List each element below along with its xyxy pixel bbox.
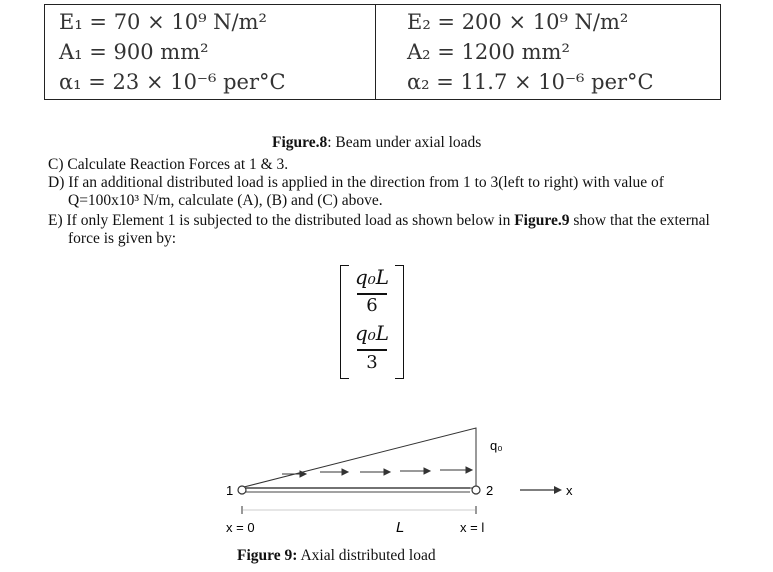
material-properties-table bbox=[44, 4, 721, 100]
element-2-properties bbox=[407, 5, 654, 99]
length-label: L bbox=[396, 519, 405, 536]
e1-modulus: E₁ = 70 × 10⁹ N/m² bbox=[59, 10, 267, 34]
force-vector-matrix bbox=[340, 265, 404, 379]
table-divider bbox=[375, 5, 376, 99]
matrix-bottom-denominator: 3 bbox=[366, 352, 378, 373]
figure-9-diagram bbox=[220, 420, 600, 545]
alpha2-coefficient: α₂ = 11.7 × 10⁻⁶ per°C bbox=[407, 70, 654, 94]
load-intensity-label: q₀ bbox=[490, 438, 503, 453]
figure-9-text: Axial distributed load bbox=[297, 547, 436, 564]
question-e-text-b: show that the external bbox=[569, 212, 710, 229]
matrix-bottom-fraction-bar bbox=[357, 349, 387, 351]
question-e-text-a: E) If only Element 1 is subjected to the distributed load as shown below in bbox=[48, 212, 515, 229]
e2-modulus: E₂ = 200 × 10⁹ N/m² bbox=[407, 10, 629, 34]
node-1-circle bbox=[238, 486, 246, 494]
x-axis-arrowhead bbox=[554, 486, 562, 494]
figure-9-label: Figure 9: bbox=[237, 547, 298, 564]
figure-8-text: : Beam under axial loads bbox=[327, 134, 482, 151]
question-c: C) Calculate Reaction Forces at 1 & 3. bbox=[48, 156, 289, 173]
x-end-label: x = l bbox=[460, 520, 485, 535]
a1-area: A₁ = 900 mm² bbox=[59, 40, 209, 64]
x-start-label: x = 0 bbox=[226, 520, 255, 535]
matrix-bottom-numerator: q₀L bbox=[354, 321, 390, 345]
matrix-top-denominator: 6 bbox=[366, 295, 378, 316]
figure-9-caption bbox=[237, 547, 436, 565]
element-1-properties bbox=[59, 5, 286, 99]
question-e-line2: force is given by: bbox=[68, 230, 177, 247]
load-arrows bbox=[282, 467, 472, 477]
node-2-circle bbox=[472, 486, 480, 494]
alpha1-coefficient: α₁ = 23 × 10⁻⁶ per°C bbox=[59, 70, 286, 94]
question-e-figure-ref: Figure.9 bbox=[514, 212, 570, 229]
a2-area: A₂ = 1200 mm² bbox=[407, 40, 570, 64]
distributed-load-triangle bbox=[240, 428, 476, 488]
node-2-label: 2 bbox=[486, 483, 494, 498]
figure-8-label: Figure.8 bbox=[272, 134, 328, 151]
figure-8-caption bbox=[272, 134, 481, 152]
question-d-line2: Q=100x10³ N/m, calculate (A), (B) and (C) above. bbox=[68, 192, 383, 209]
x-axis-label: x bbox=[566, 483, 573, 498]
question-e-line1 bbox=[48, 212, 710, 229]
matrix-top-numerator: q₀L bbox=[354, 265, 390, 289]
question-d-line1: D) If an additional distributed load is applied in the direction from 1 to 3(left to right) with value of bbox=[48, 174, 664, 191]
node-1-label: 1 bbox=[226, 483, 234, 498]
